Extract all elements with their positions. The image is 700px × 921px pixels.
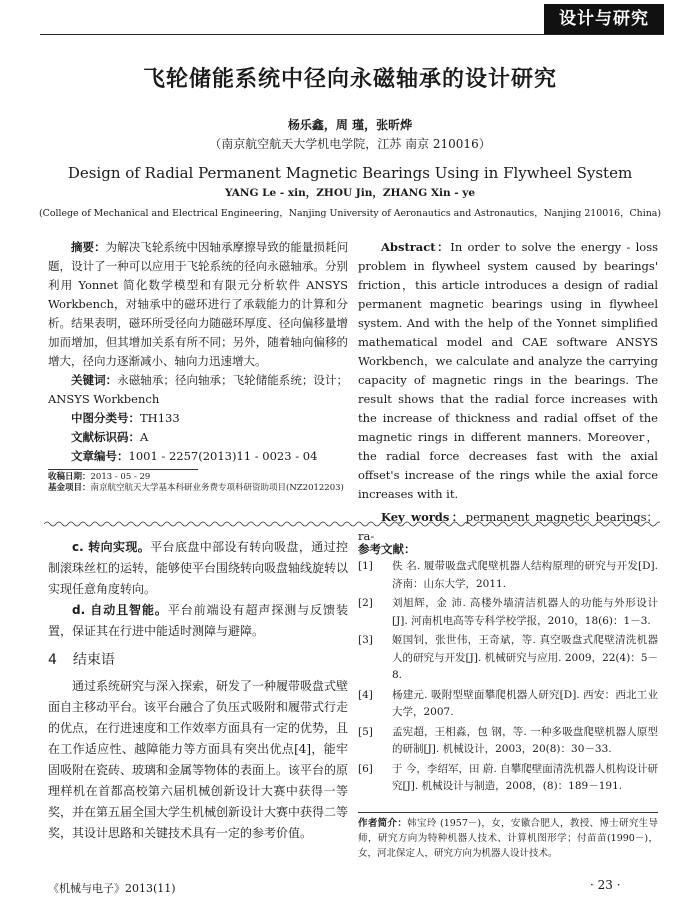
clc-line: [48, 409, 348, 428]
abstract-en: [358, 238, 658, 504]
item-c-label: c. 转向实现。: [72, 540, 151, 554]
affiliation-en: (College of Mechanical and Electrical Engineering，Nanjing University of Aeronautics and Astronautics，Nanjing 210016，China): [39, 208, 661, 219]
article-no-label: 文章编号：: [71, 449, 129, 463]
reference-text: 姬国钊，张世伟，王奇斌，等. 真空吸盘式爬壁清洗机器人的研究与开发[J]. 机械研究与应用. 2009，22(4)：5－8.: [392, 634, 658, 681]
reference-list: [358, 558, 658, 796]
reference-text: 刘旭辉，金 沛. 高楼外墙清洁机器人的功能与外形设计[J]. 河南机电高等专科学校学报，2010，18(6)：1－3.: [392, 597, 658, 627]
abstract-cn-text: 为解决飞轮系统中因轴承摩擦导致的能量损耗问题，设计了一种可以应用于飞轮系统的径向永磁轴承。分别利用 Yonnet 简化数学模型和有限元分析软件 ANSYS Workbench，对轴承中的磁环进行了承载能力的计算和分析。结果表明，磁环所受径向力随磁环厚度、径向偏移量增加而增加，但其增加关系有所不同；另外，随着轴向偏移的增大，径向力逐渐减小、轴向力迅速增大。: [48, 240, 349, 368]
clc-value: TH133: [140, 411, 180, 425]
received-line: [48, 472, 348, 483]
paper-title-cn: 飞轮储能系统中径向永磁轴承的设计研究: [142, 67, 557, 92]
abstract-en-label: Abstract：: [381, 240, 451, 254]
received-label: 收稿日期：: [48, 472, 91, 482]
article-no-value: 1001 - 2257(2013)11 - 0023 - 04: [128, 449, 318, 463]
references-title: 参考文献：: [358, 542, 416, 556]
reference-index: [6]: [358, 762, 373, 775]
reference-item: [358, 595, 658, 630]
reference-item: [358, 724, 658, 759]
journal-footer: 《机械与电子》2013(11): [48, 882, 176, 895]
fund-label: 基金项目：: [48, 483, 91, 493]
reference-text: 杨建元. 吸附型壁面攀爬机器人研究[D]. 西安：西北工业大学，2007.: [392, 688, 658, 718]
author-bio: [358, 816, 658, 861]
reference-text: 孟宪超，王相淼，包 钢，等. 一种多吸盘爬壁机器人原型的研制[J]. 机械设计，2003，20(8)：30－33.: [392, 725, 658, 755]
article-no-line: [48, 447, 348, 466]
fund-value: 南京航空航天大学基本科研业务费专项科研资助项目(NZ2012203): [90, 483, 344, 493]
doc-code-label: 文献标识码：: [71, 430, 140, 444]
header-rule: [40, 34, 664, 35]
authors-en: YANG Le - xin，ZHOU Jin，ZHANG Xin - ye: [224, 187, 476, 199]
abstract-cn: [48, 238, 348, 371]
reference-index: [4]: [358, 688, 373, 701]
doc-code-line: [48, 428, 348, 447]
affiliation-cn: （南京航空航天大学机电学院，江苏 南京 210016）: [209, 137, 491, 151]
reference-item: [358, 632, 658, 685]
reference-item: [358, 761, 658, 796]
section-title: 结束语: [72, 652, 115, 668]
item-d-text: 平台前端设有超声探测与反馈装置，保证其在行进中能适时测障与避障。: [48, 603, 348, 638]
bio-text: 韩宝玲 (1957－)，女，安徽合肥人，教授、博士研究生导师，研究方向为特种机器人技术、计算机图形学；付苗苗(1990－)，女，河北保定人，研究方向为机器人设计技术。: [358, 818, 658, 859]
reference-text: 于 今，李绍军，田 蔚. 自攀爬壁面清洗机器人机构设计研究[J]. 机械设计与制造，2008，(8)：189－191.: [392, 762, 658, 792]
reference-item: [358, 687, 658, 722]
reference-index: [5]: [358, 725, 373, 738]
paper-title-en: Design of Radial Permanent Magnetic Bearings Using in Flywheel System: [67, 164, 633, 182]
item-d-label: d. 自动且智能。: [72, 603, 168, 617]
keywords-cn: [48, 371, 348, 409]
reference-text: 佚 名. 履带吸盘式爬壁机器人结构原理的研究与开发[D]. 济南：山东大学，2011.: [392, 560, 658, 590]
reference-index: [3]: [358, 634, 373, 646]
section-banner: 设计与研究: [544, 4, 664, 34]
clc-label: 中图分类号：: [71, 411, 140, 425]
section-heading: [48, 648, 348, 672]
reference-item: [358, 558, 658, 593]
abstract-cn-label: 摘要：: [71, 240, 106, 254]
bio-label: 作者简介：: [358, 818, 408, 829]
received-value: 2013 - 05 - 29: [90, 472, 151, 482]
footnote-rule: [48, 469, 198, 470]
authors-cn: 杨乐鑫，周 瑾，张昕烨: [287, 118, 413, 132]
wavy-separator: [44, 520, 660, 528]
keywords-cn-text: 永磁轴承；径向轴承；飞轮储能系统；设计；ANSYS Workbench: [48, 373, 349, 406]
conclusion-paragraph: 通过系统研究与深入探索，研发了一种履带吸盘式壁面自主移动平台。该平台融合了负压式吸附和履带式行走的优点，在行进速度和工作效率方面具有一定的优势，且在工作适应性、越障能力等方面具有突出优点[4]，能牢固吸附在瓷砖、玻璃和金属等物体的表面上。该平台的原理样机在首都高校第六届机械创新设计大赛中获得一等奖，并在第五届全国大学生机械创新设计大赛中获得二等奖，其设计思路和关键技术具有一定的参考价值。: [48, 679, 349, 840]
body-paragraph-d: [48, 600, 348, 642]
keywords-cn-label: 关键词：: [71, 373, 118, 387]
reference-index: [1]: [358, 560, 373, 572]
body-left-column: [48, 537, 348, 844]
section-number: 4: [48, 652, 57, 668]
doc-code-value: A: [140, 430, 149, 444]
abstract-en-text: In order to solve the energy - loss problem in flywheel system caused by bearings' friction，this article introduces a design of radial permanent magnetic bearings using in flywheel system. And with the help of the Yonnet simplified mathematical model and CAE software ANSYS Workbench，we calculate and analyze the carrying capacity of magnetic rings in the bearings. The result shows that the radial force increases with the increase of thickness and radial offset of the magnetic rings in different manners. Moreover，the radial force decreases fast with the axial offset's increase of the rings while the axial force increases with it.: [358, 240, 658, 501]
references-block: [358, 540, 658, 798]
fund-line: [48, 483, 348, 494]
body-paragraph-c: [48, 537, 348, 600]
bio-rule: [358, 812, 658, 813]
keywords-en-text: permanent magnetic bearings；ra-: [358, 510, 658, 543]
page-number: · 23 ·: [590, 878, 621, 892]
abstract-en-block: [358, 238, 658, 546]
item-c-text: 平台底盘中部设有转向吸盘，通过控制滚珠丝杠的运转，能够使平台围绕转向吸盘轴线旋转以实现任意角度转向。: [48, 540, 349, 596]
reference-index: [2]: [358, 597, 373, 609]
abstract-cn-block: [48, 238, 348, 494]
keywords-en-label: Key words：: [381, 510, 466, 524]
